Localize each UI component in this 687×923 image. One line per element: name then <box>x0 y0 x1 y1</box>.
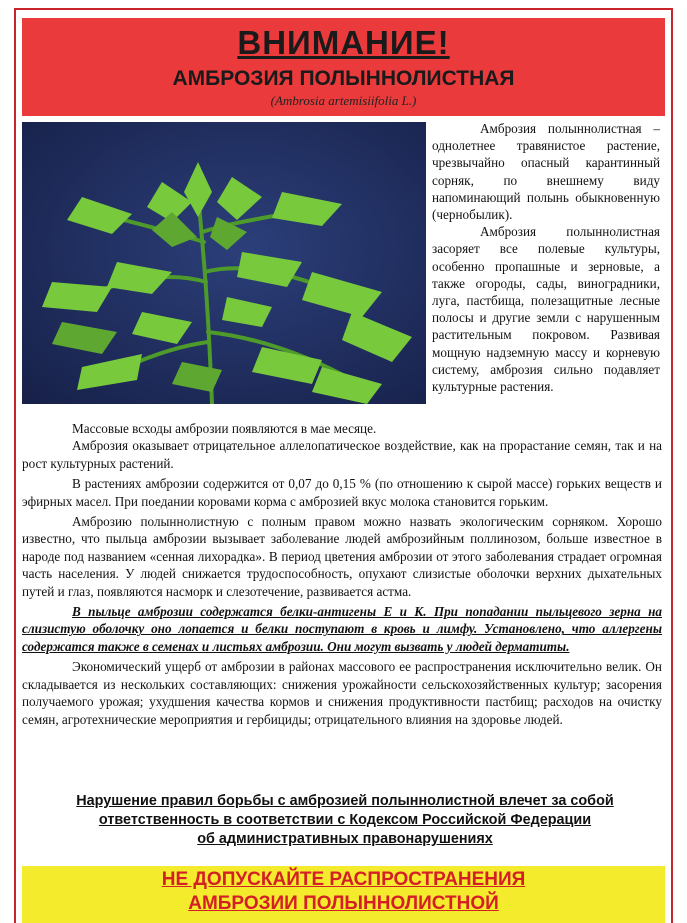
legal-notice-line: Нарушение правил борьбы с амброзией полыннолистной влечет за собой <box>76 793 614 809</box>
footer-line: АМБРОЗИИ ПОЛЫННОЛИСТНОЙ <box>188 893 499 914</box>
ragweed-photo <box>22 122 426 404</box>
footer-banner <box>22 866 665 923</box>
side-paragraph: Амброзия полыннолистная – однолетнее травянистое растение, чрезвычайно опасный карантинный сорняк, по внешнему виду напоминающий полынь обыкновенную (чернобылик). <box>432 121 660 223</box>
body-paragraph: В растениях амброзии содержится от 0,07 до 0,15 % (по отношению к сырой массе) горьких веществ и эфирных масел. При поедании коровами корма с амброзией вкус молока становится горьким. <box>22 476 662 509</box>
legal-notice-line: ответственность в соответствии с Кодексом Российской Федерации <box>98 812 592 828</box>
side-description <box>432 120 660 395</box>
body-paragraph: Массовые всходы амброзии появляются в мае месяце. <box>72 421 377 436</box>
economic-damage-paragraph: Экономический ущерб от амброзии в районах массового ее распространения исключительно велик. Он складывается из нескольких составляющих: снижения урожайности сельскохозяйственных культур; засорения получаемого урожая; ухудшения качества кормов и снижения продуктивности пастбищ; расходов на очистку семян, агротехнические мероприятия и гербициды; отрицательного влияния на здоровье людей. <box>22 659 662 727</box>
legal-notice <box>40 792 650 849</box>
main-text <box>22 420 662 728</box>
header-latin-name: (Ambrosia artemisiifolia L.) <box>270 93 417 108</box>
footer-line: НЕ ДОПУСКАЙТЕ РАСПРОСТРАНЕНИЯ <box>161 869 526 890</box>
side-paragraph: Амброзия полыннолистная засоряет все полевые культуры, особенно пропашные и зерновые, а также огороды, сады, виноградники, луга, пастбища, полезащитные лесные полосы и другие земли с нарушенным растительным покровом. Развивая мощную надземную массу и корневую систему, амброзия сильно подавляет культурные растения. <box>432 224 660 395</box>
body-paragraph: Амброзия оказывает отрицательное аллелопатическое воздействие, как на прорастание семян, так и на рост культурных растений. <box>22 438 662 471</box>
header-subtitle: АМБРОЗИЯ ПОЛЫННОЛИСТНАЯ <box>172 67 515 90</box>
ragweed-plant-image <box>22 122 426 404</box>
warning-header <box>22 18 665 116</box>
allergen-warning: В пыльце амброзии содержатся белки-антигены Е и К. При попадании пыльцевого зерна на слизистую оболочку оно лопается и белки поступают в кровь и лимфу. Установлено, что аллергены содержатся также в семенах и листьях амброзии. Они могут вызвать у людей дерматиты. <box>22 604 662 654</box>
legal-notice-line: об административных правонарушениях <box>197 831 493 847</box>
body-paragraph: Амброзию полыннолистную с полным правом можно назвать экологическим сорняком. Хорошо известно, что пыльца амброзии вызывает заболевание людей амброзийным поллинозом, больше известное в народе под названием «сенная лихорадка». В период цветения амброзии от этого заболевания страдает огромная часть населения. У людей снижается трудоспособность, опухают слизистые оболочки верхних дыхательных путей и глаз, появляются насморк и слезотечение, развивается астма. <box>22 514 662 599</box>
header-title: ВНИМАНИЕ! <box>237 24 450 61</box>
